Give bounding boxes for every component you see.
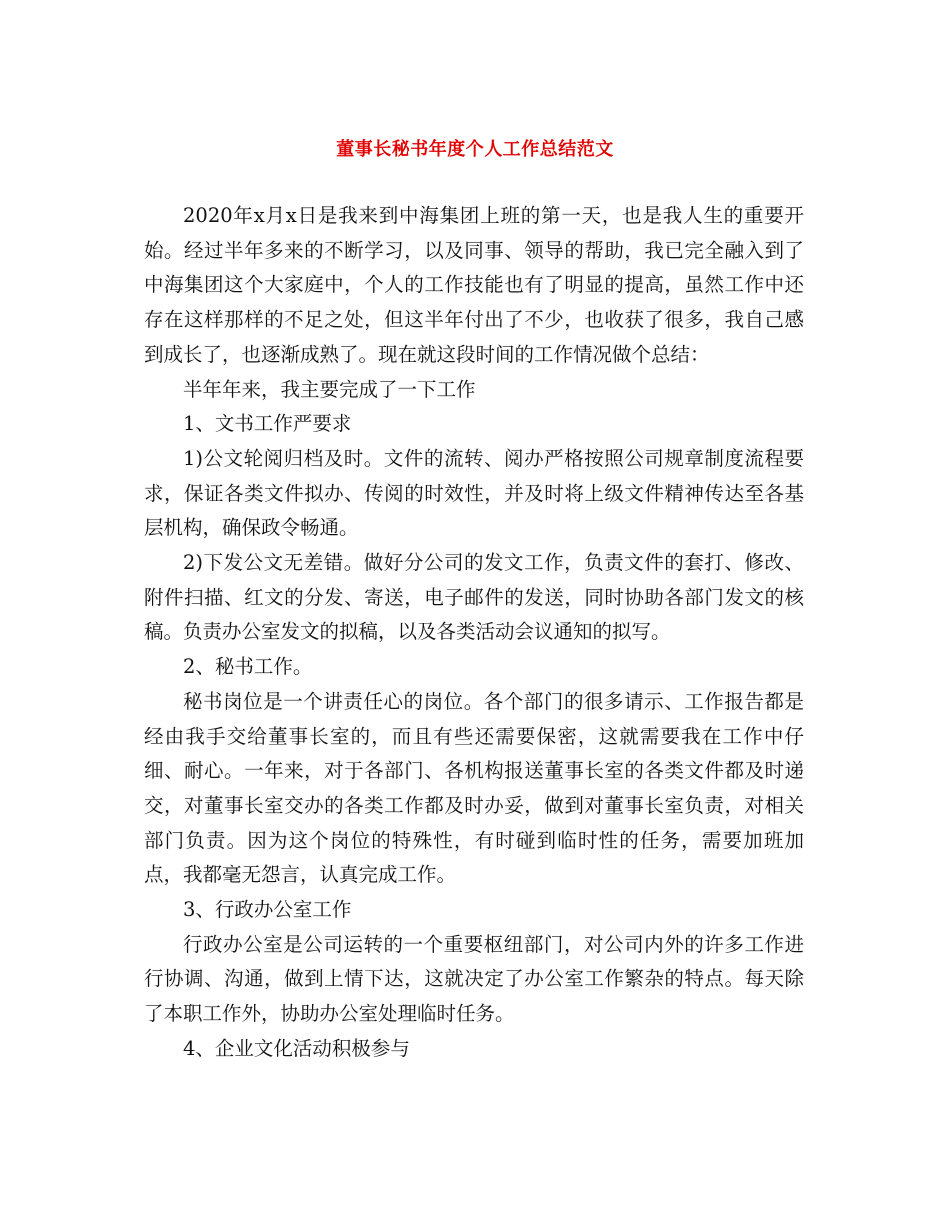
paragraph-1-1: 1)公文轮阅归档及时。文件的流转、阅办严格按照公司规章制度流程要求，保证各类文件拟办、传阅的时效性，并及时将上级文件精神传达至各基层机构，确保政令畅通。	[144, 446, 804, 540]
paragraph-summary-lead: 半年年来，我主要完成了一下工作	[183, 377, 476, 401]
document-body	[144, 199, 804, 1067]
section-heading-2: 2、秘书工作。	[183, 655, 313, 679]
section-heading-1: 1、文书工作严要求	[183, 412, 352, 436]
section-heading-4: 4、企业文化活动积极参与	[183, 1036, 410, 1060]
paragraph-intro: 2020年x月x日是我来到中海集团上班的第一天，也是我人生的重要开始。经过半年多来的不断学习，以及同事、领导的帮助，我已完全融入到了中海集团这个大家庭中，个人的工作技能也有了明显的提高，虽然工作中还存在这样那样的不足之处，但这半年付出了不少，也收获了很多，我自己感到成长了，也逐渐成熟了。现在就这段时间的工作情况做个总结：	[144, 204, 804, 366]
paragraph-2: 秘书岗位是一个讲责任心的岗位。各个部门的很多请示、工作报告都是经由我手交给董事长室的，而且有些还需要保密，这就需要我在工作中仔细、耐心。一年来，对于各部门、各机构报送董事长室的各类文件都及时递交，对董事长室交办的各类工作都及时办妥，做到对董事长室负责，对相关部门负责。因为这个岗位的特殊性，有时碰到临时性的任务，需要加班加点，我都毫无怨言，认真完成工作。	[144, 689, 804, 887]
document-title: 董事长秘书年度个人工作总结范文	[336, 139, 614, 160]
paragraph-3: 行政办公室是公司运转的一个重要枢纽部门，对公司内外的许多工作进行协调、沟通，做到上情下达，这就决定了办公室工作繁杂的特点。每天除了本职工作外，协助办公室处理临时任务。	[144, 932, 804, 1026]
paragraph-1-2: 2)下发公文无差错。做好分公司的发文工作，负责文件的套打、修改、附件扫描、红文的分发、寄送，电子邮件的发送，同时协助各部门发文的核稿。负责办公室发文的拟稿，以及各类活动会议通知的拟写。	[144, 551, 804, 644]
section-heading-3: 3、行政办公室工作	[183, 898, 352, 922]
